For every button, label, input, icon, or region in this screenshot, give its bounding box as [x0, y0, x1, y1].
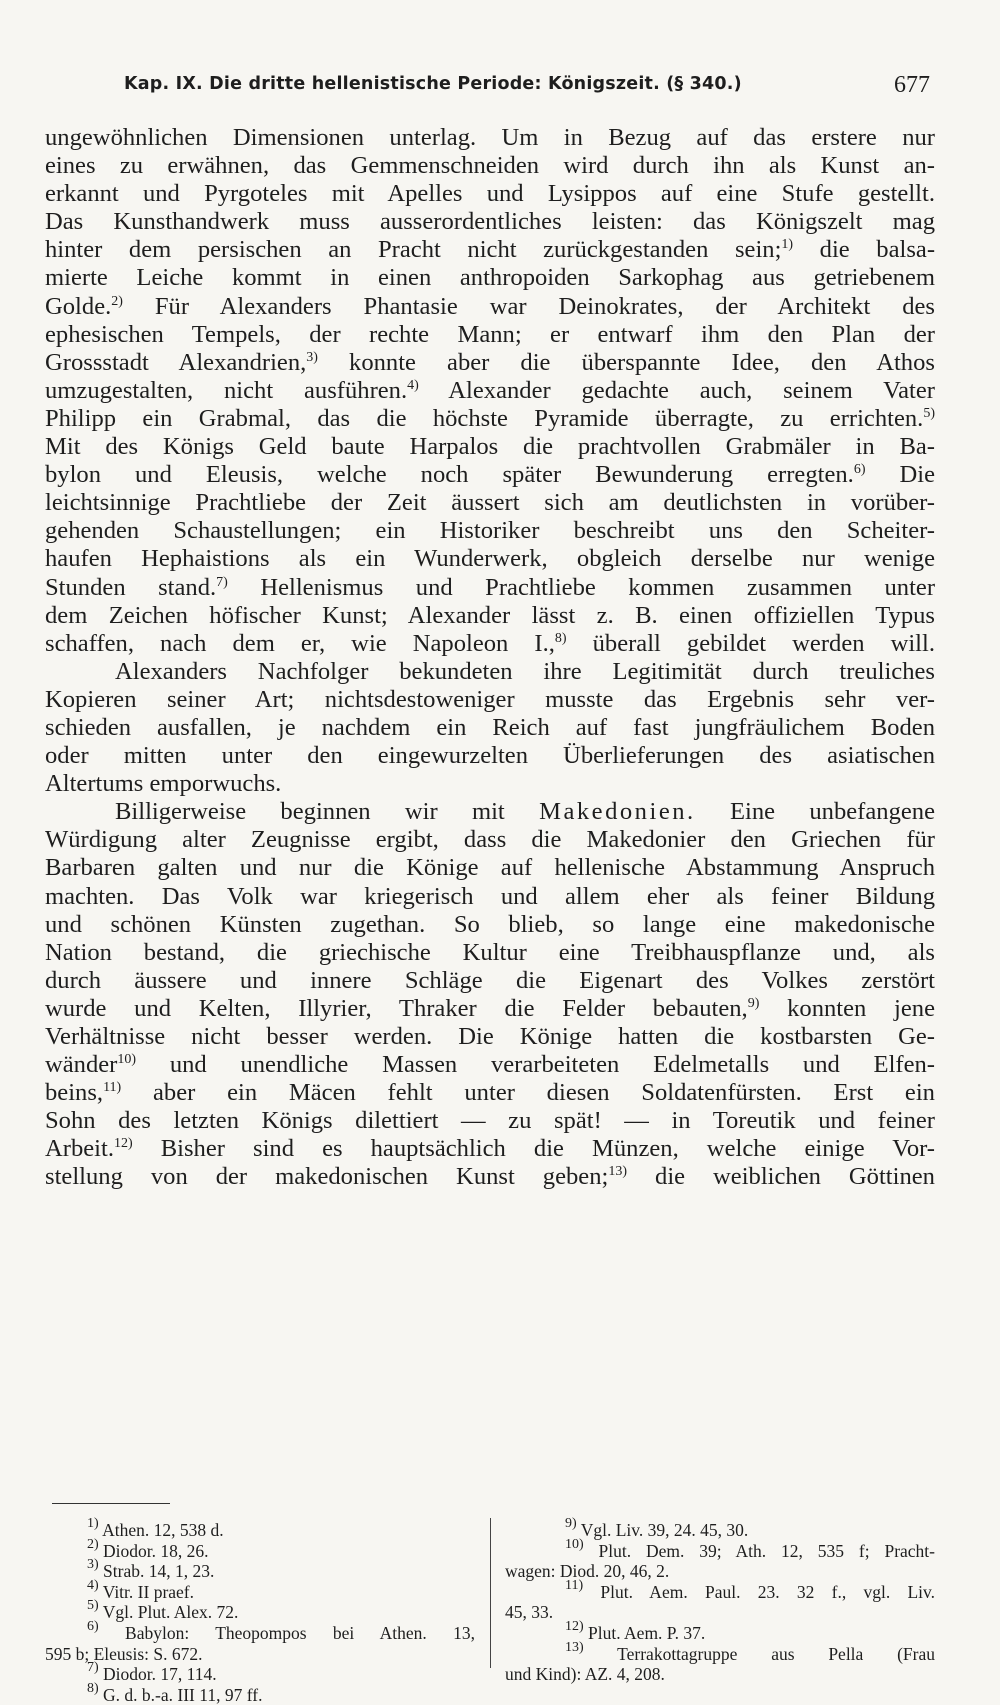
text-segment: hinter dem persischen an Pracht nicht zurückgestanden sein; [45, 236, 782, 264]
text-segment: die balsa- [819, 236, 936, 264]
running-header [124, 68, 930, 108]
footnote-mark: 13) [565, 1639, 584, 1655]
footnote-ref: 8) [554, 630, 567, 646]
text-segment: Golde. [45, 292, 112, 320]
text-line: Das Kunsthandwerk muss ausserordentliches leisten: das Königszelt mag [45, 208, 935, 236]
text-line: erkannt und Pyrgoteles mit Apelles und Lysippos auf eine Stufe gestellt. [45, 180, 935, 208]
text-segment: Philipp ein Grabmal, das die höchste Pyramide überragte, zu errichten. [45, 404, 924, 432]
footnote-text: Plut. Aem. Paul. 23. 32 f., vgl. Liv. [600, 1581, 935, 1602]
footnote-text: Vgl. Liv. 39, 24. 45, 30. [580, 1520, 749, 1540]
text-line: Würdigung alter Zeugnisse ergibt, dass die Makedonier den Griechen für [45, 826, 935, 854]
footnote-continuation: wagen: Diod. 20, 46, 2. [505, 1561, 670, 1582]
footnote-ref: 9) [747, 995, 760, 1011]
text-segment: Grossstadt Alexandrien, [45, 348, 307, 376]
footnote-text: Athen. 12, 538 d. [102, 1520, 224, 1540]
text-line: durch äussere und innere Schläge die Eigenart des Volkes zerstört [45, 966, 935, 994]
text-segment: Für Alexanders Phantasie war Deinokrates, der Architekt des [154, 292, 935, 320]
footnote [45, 1577, 475, 1603]
footnote-continuation: und Kind): AZ. 4, 208. [505, 1664, 665, 1685]
text-segment: Hellenismus und Prachtliebe kommen zusammen unter [260, 573, 936, 601]
text-line [45, 349, 935, 377]
footnotes-left-column [45, 1516, 475, 1705]
text-line [45, 1079, 935, 1107]
footnote-text: Vgl. Plut. Alex. 72. [102, 1602, 239, 1623]
text-segment: Arbeit. [45, 1135, 114, 1163]
footnote-text: Terrakottagruppe aus Pella (Frau [617, 1643, 936, 1664]
footnote [45, 1516, 475, 1541]
text-line: Verhältnisse nicht besser werden. Die Könige hatten die kostbarsten Ge- [45, 1023, 935, 1050]
text-segment: umzugestalten, nicht ausführen. [45, 376, 408, 404]
text-segment: die weiblichen Göttinen [655, 1163, 935, 1191]
footnote-ref: 10) [117, 1052, 137, 1068]
text-line: leichtsinnige Prachtliebe der Zeit äussert sich am deutlichsten in vorüber- [45, 489, 935, 517]
emphasized-term: Makedonien. [539, 798, 696, 826]
footnote-text: G. d. b.-a. III 11, 97 ff. [103, 1684, 263, 1705]
text-segment: stellung von der makedonischen Kunst geben; [45, 1163, 609, 1191]
text-segment: Billigerweise beginnen wir mit [115, 798, 505, 826]
text-line: dem Zeichen höfischer Kunst; Alexander lässt z. B. einen offiziellen Typus [45, 601, 935, 629]
text-line [45, 461, 935, 489]
text-line [45, 1135, 935, 1163]
text-line: Sohn des letzten Königs dilettiert — zu spät! — in Toreutik und feiner [45, 1107, 935, 1135]
footnote-ref: 12) [113, 1136, 133, 1152]
footnote-mark: 9) [565, 1516, 577, 1531]
main-text [45, 124, 935, 1192]
text-line: haufen Hephaistions als ein Wunderwerk, obgleich derselbe nur wenige [45, 545, 935, 573]
footnote-continuation: 45, 33. [505, 1602, 554, 1623]
text-line [45, 574, 935, 602]
page-number: 677 [894, 72, 930, 98]
text-segment: überall gebildet werden will. [592, 629, 935, 657]
footnote-mark: 10) [565, 1536, 584, 1552]
footnote-separator [52, 1503, 170, 1504]
footnote-text: Plut. Dem. 39; Ath. 12, 535 f; Pracht- [598, 1540, 935, 1561]
footnote-ref: 5) [923, 405, 935, 421]
footnote [45, 1618, 475, 1644]
paragraph-start-line: Alexanders Nachfolger bekundeten ihre Legitimität durch treuliches [115, 657, 935, 685]
footnote-ref: 11) [103, 1080, 122, 1096]
text-line: eines zu erwähnen, das Gemmenschneiden wird durch ihn als Kunst an- [45, 152, 935, 180]
text-line: schieden ausfallen, je nachdem ein Reich auf fast jungfräulichem Boden [45, 713, 935, 741]
text-segment: wurde und Kelten, Illyrier, Thraker die Felder bebauten, [45, 994, 748, 1022]
footnote-mark: 5) [87, 1598, 99, 1614]
text-line: Nation bestand, die griechische Kultur eine Treibhauspflanze und, als [45, 938, 935, 966]
footnote-mark: 12) [565, 1618, 584, 1634]
footnote-ref: 1) [781, 237, 794, 253]
running-head-title: Kap. IX. Die dritte hellenistische Periode: Königszeit. (§ 340.) [124, 74, 742, 94]
footnote-text: Vitr. II praef. [102, 1581, 195, 1602]
footnote-mark: 6) [87, 1618, 99, 1634]
footnote-mark: 1) [87, 1516, 99, 1531]
text-line [45, 377, 935, 405]
text-line: Kopieren seiner Art; nichtsdestoweniger musste das Ergebnis sehr ver- [45, 685, 935, 713]
paragraph-start-line [45, 798, 935, 826]
text-line [45, 236, 935, 264]
footnotes-right-column [505, 1516, 936, 1685]
footnote-mark: 3) [87, 1557, 99, 1573]
footnote-mark: 8) [87, 1680, 99, 1696]
text-segment: konnte aber die überspannte Idee, den Athos [349, 348, 935, 376]
text-segment: Bisher sind es hauptsächlich die Münzen, welche einige Vor- [160, 1135, 935, 1163]
text-segment: Die [899, 461, 935, 489]
text-line: ungewöhnlichen Dimensionen unterlag. Um in Bezug auf das erstere nur [45, 124, 935, 151]
text-segment: aber ein Mäcen fehlt unter diesen Soldatenfürsten. Erst ein [152, 1079, 935, 1107]
text-segment: Alexander gedachte auch, seinem Vater [448, 376, 936, 404]
footnote-column-divider [490, 1518, 491, 1668]
text-line: und schönen Künsten zugethan. So blieb, so lange eine makedonische [45, 910, 935, 938]
text-segment: schaffen, nach dem er, wie Napoleon I., [45, 629, 555, 657]
footnote-text: Babylon: Theopompos bei Athen. 13, [125, 1622, 475, 1643]
text-segment: bylon und Eleusis, welche noch später Bewunderung erregten. [45, 461, 854, 489]
text-line [45, 630, 935, 658]
footnote [45, 1536, 475, 1562]
footnote-mark: 7) [87, 1660, 99, 1676]
text-line [45, 1051, 935, 1079]
text-segment: und unendliche Massen verarbeiteten Edelmetalls und Elfen- [169, 1051, 935, 1079]
footnote-mark: 11) [565, 1577, 584, 1593]
footnote-ref: 7) [216, 574, 228, 590]
text-line [45, 995, 935, 1023]
text-line [45, 1163, 935, 1191]
footnote [505, 1577, 935, 1603]
footnote-text: Strab. 14, 1, 23. [103, 1561, 215, 1582]
footnote-mark: 2) [87, 1536, 99, 1552]
footnote-ref: 6) [853, 462, 866, 478]
footnote [505, 1536, 935, 1562]
text-segment: wänder [45, 1051, 118, 1079]
text-line: oder mitten unter den eingewurzelten Überlieferungen des asiatischen [45, 742, 935, 770]
text-segment: Eine unbefangene [730, 798, 936, 826]
text-segment: Stunden stand. [45, 573, 217, 601]
text-segment: konnten jene [787, 994, 936, 1022]
text-line: ephesischen Tempels, der rechte Mann; er entwarf ihm den Plan der [45, 320, 935, 348]
footnote-ref: 2) [111, 293, 123, 309]
footnote-text: Diodor. 17, 114. [103, 1664, 217, 1685]
footnote [45, 1598, 475, 1623]
footnote-text: Plut. Aem. P. 37. [588, 1622, 706, 1643]
footnote-ref: 3) [306, 349, 318, 365]
footnote-text: Diodor. 18, 26. [103, 1540, 209, 1561]
text-line: Mit des Königs Geld baute Harpalos die prachtvollen Grabmäler in Ba- [45, 433, 935, 461]
text-line: Barbaren galten und nur die Könige auf hellenische Abstammung Anspruch [45, 854, 935, 882]
footnote [505, 1639, 936, 1665]
text-line [45, 405, 935, 433]
footnote-ref: 4) [407, 377, 419, 393]
footnote-continuation: 595 b; Eleusis: S. 672. [45, 1643, 203, 1664]
text-line: gehenden Schaustellungen; ein Historiker beschreibt uns den Scheiter- [45, 517, 935, 545]
text-line: machten. Das Volk war kriegerisch und allem eher als feiner Bildung [45, 882, 935, 910]
text-line: mierte Leiche kommt in einen anthropoiden Sarkophag aus getriebenem [45, 264, 935, 292]
footnote [45, 1660, 475, 1685]
footnote [45, 1680, 475, 1705]
footnote [45, 1557, 475, 1582]
text-segment: beins, [45, 1079, 104, 1107]
text-line [45, 293, 935, 321]
footnote-mark: 4) [87, 1577, 99, 1593]
footnote-ref: 13) [608, 1164, 628, 1180]
text-line: Altertums emporwuchs. [45, 770, 282, 798]
